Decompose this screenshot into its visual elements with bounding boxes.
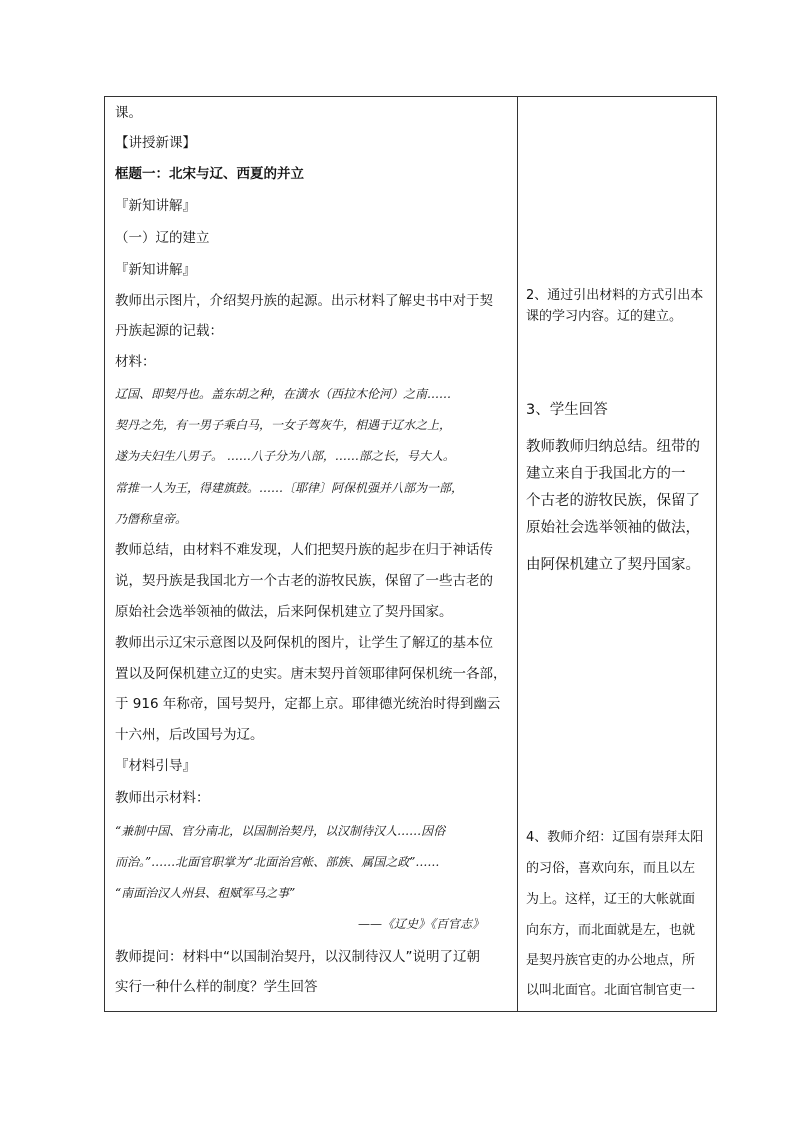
note-line: 由阿保机建立了契丹国家。 (526, 557, 700, 573)
quote-line: 契丹之先，有一男子乘白马，一女子驾灰牛，相遇于辽水之上， (115, 418, 452, 432)
note-heading: 3、学生回答 (526, 402, 608, 418)
text-line: 教师总结，由材料不难发现，人们把契丹族的起步在归于神话传 (115, 542, 493, 558)
text-line: 置以及阿保机建立辽的史实。唐末契丹首领耶律阿保机统一各部， (115, 666, 507, 682)
quote-line: 辽国、即契丹也。盖东胡之种，在潢水（西拉木伦河）之南…… (115, 387, 452, 401)
note-line: 课的学习内容。辽的建立。 (526, 309, 683, 324)
text-line: 教师出示辽宋示意图以及阿保机的图片，让学生了解辽的基本位 (115, 635, 493, 651)
quote-line: 遂为夫妇生八男子。 ……八子分为八部，……部之长，号大人。 (115, 449, 455, 463)
text-line: 教师出示图片，介绍契丹族的起源。出示材料了解史书中对于契 (115, 293, 493, 309)
text-line: 课。 (115, 105, 142, 121)
note-line: 原始社会选举领袖的做法， (526, 520, 700, 536)
text-line: 教师出示材料： (115, 790, 210, 806)
section-heading: 『新知讲解』 (115, 262, 196, 278)
quote-line: 乃僭称皇帝。 (115, 512, 188, 526)
note-line: 是契丹族官吏的办公地点，所 (526, 953, 696, 968)
section-heading: 『材料引导』 (115, 758, 196, 774)
section-heading: 【讲授新课】 (115, 135, 196, 151)
subsection-heading: （一）辽的建立 (115, 230, 210, 246)
column-divider (517, 97, 518, 1011)
text-line: 于 916 年称帝，国号契丹，定都上京。耶律德光统治时得到幽云 (115, 696, 501, 712)
quote-line: 常推一人为王，得建旗鼓。……〔耶律〕阿保机强并八部为一部， (115, 481, 464, 495)
quote-line: “兼制中国、官分南北，以国制治契丹，以汉制待汉人……因俗 (115, 824, 446, 838)
text-line: 教师提问：材料中“以国制治契丹，以汉制待汉人”说明了辽朝 (115, 949, 480, 965)
note-line: 4、教师介绍：辽国有崇拜太阳 (526, 830, 704, 845)
text-line: 原始社会选举领袖的做法，后来阿保机建立了契丹国家。 (115, 604, 453, 620)
text-line: 说，契丹族是我国北方一个古老的游牧民族，保留了一些古老的 (115, 573, 493, 589)
note-line: 的习俗，喜欢向东，而且以左 (526, 861, 696, 876)
quote-citation: ——《辽史》《百官志》 (358, 917, 485, 931)
note-line: 个古老的游牧民族，保留了 (526, 493, 700, 509)
lesson-plan-table (104, 96, 717, 1012)
topic-heading: 框题一：北宋与辽、西夏的并立 (115, 166, 304, 182)
note-line: 教师教师归纳总结。纽带的 (526, 439, 700, 455)
note-line: 以叫北面官。北面官制官吏一 (526, 983, 696, 998)
text-line: 丹族起源的记载： (115, 323, 223, 339)
note-line: 向东方，而北面就是左，也就 (526, 923, 696, 938)
quote-line: 而治。”……北面官职掌为“北面治宫帐、部族、属国之政”…… (115, 855, 440, 869)
text-line: 十六州，后改国号为辽。 (115, 727, 264, 743)
quote-line: “南面治汉人州县、租赋军马之事” (115, 886, 296, 900)
text-line: 材料： (115, 354, 156, 370)
note-line: 为上。这样，辽王的大帐就面 (526, 892, 696, 907)
text-line: 实行一种什么样的制度？学生回答 (115, 979, 318, 995)
note-line: 2、通过引出材料的方式引出本 (526, 288, 704, 303)
section-heading: 『新知讲解』 (115, 198, 196, 214)
note-line: 建立来自于我国北方的一 (526, 466, 686, 482)
